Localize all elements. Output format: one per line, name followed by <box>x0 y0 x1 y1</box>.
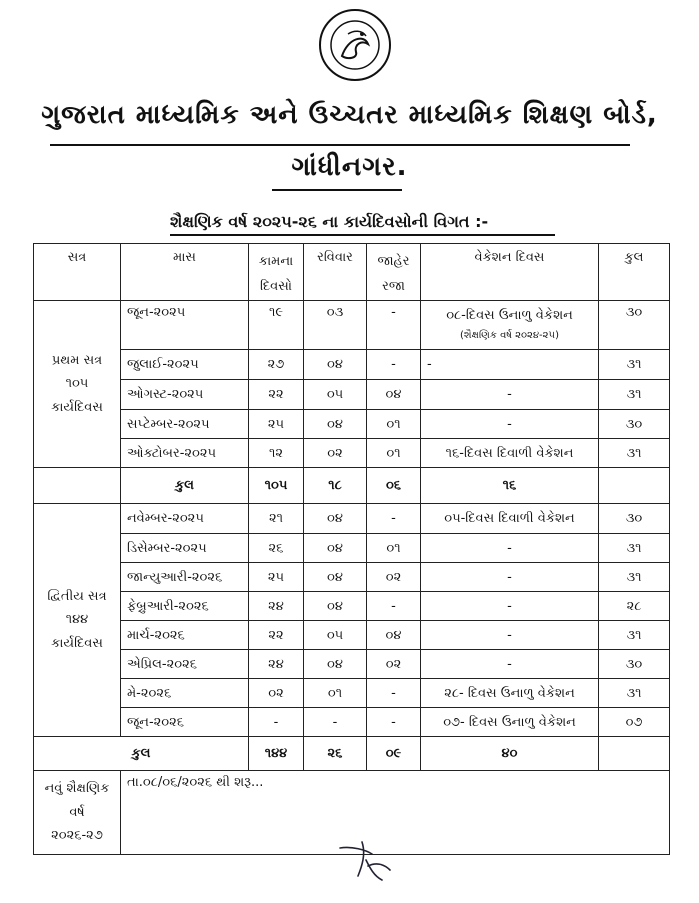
holiday-cell: - <box>366 300 421 350</box>
month-cell: મે-૨૦૨૬ <box>120 678 249 708</box>
term1-total-empty <box>33 467 121 504</box>
grand-total-working: ૧૪૪ <box>248 736 304 771</box>
holiday-cell: - <box>366 707 421 737</box>
sunday-cell: ૦૫ <box>303 620 367 650</box>
vacation-cell: ૦૫-દિવસ દિવાળી વેકેશન <box>420 503 599 534</box>
term1-days: ૧૦૫ <box>65 376 89 392</box>
vacation-cell: ૨૮- દિવસ ઉનાળુ વેકેશન <box>420 678 599 708</box>
sunday-cell: ૦૫ <box>303 379 367 410</box>
vacation-cell: - <box>420 409 599 439</box>
caption-underline <box>170 234 555 236</box>
month-cell: એપ્રિલ-૨૦૨૬ <box>120 649 249 679</box>
term2-days: ૧૪૪ <box>65 612 89 628</box>
total-cell: ૩૧ <box>598 379 670 410</box>
total-cell: ૩૧ <box>598 349 670 380</box>
working-days-cell: - <box>248 707 304 737</box>
sunday-cell: ૦૩ <box>303 300 367 350</box>
working-days-cell: ૨૨ <box>248 379 304 410</box>
term1-label <box>33 300 121 468</box>
total-cell: ૩૧ <box>598 678 670 708</box>
working-days-cell: ૧૨ <box>248 438 304 468</box>
sunday-cell: ૦૪ <box>303 562 367 592</box>
sunday-cell: ૦૪ <box>303 409 367 439</box>
header-holiday-line1: જાહેર <box>377 254 410 269</box>
next-year-start-text: તા.૦૮/૦૬/૨૦૨૬ થી શરૂ... <box>120 770 670 855</box>
holiday-cell: - <box>366 591 421 621</box>
total-cell: ૩૧ <box>598 533 670 563</box>
month-cell: સપ્ટેમ્બર-૨૦૨૫ <box>120 409 249 439</box>
signature <box>332 836 402 886</box>
month-cell: નવેમ્બર-૨૦૨૫ <box>120 503 249 534</box>
term1-total-sunday: ૧૮ <box>303 467 367 504</box>
vacation-cell <box>420 300 599 350</box>
title-underline <box>50 144 630 146</box>
header-working-days <box>248 243 304 301</box>
vacation-cell: ૧૬-દિવસ દિવાળી વેકેશન <box>420 438 599 468</box>
next-year-label-line1: નવું શૈક્ષણિક <box>44 781 110 797</box>
grand-total-holiday: ૦૯ <box>366 736 421 771</box>
vacation-cell: - <box>420 591 599 621</box>
working-days-cell: ૨૪ <box>248 649 304 679</box>
header-working-days-line1: કામના <box>258 254 294 269</box>
vacation-cell: - <box>420 649 599 679</box>
page-title-line1: ગુજરાત માધ્યમિક અને ઉચ્ચતર માધ્યમિક શિક્ષણ બોર્ડ, <box>41 100 658 130</box>
total-cell: ૩૦ <box>598 409 670 439</box>
month-cell: માર્ચ-૨૦૨૬ <box>120 620 249 650</box>
header-sunday: રવિવાર <box>303 243 367 301</box>
total-cell: ૩૦ <box>598 503 670 534</box>
working-days-cell: ૨૫ <box>248 409 304 439</box>
holiday-cell: ૦૨ <box>366 562 421 592</box>
holiday-cell: - <box>366 503 421 534</box>
working-days-cell: ૨૪ <box>248 591 304 621</box>
month-cell: જુલાઈ-૨૦૨૫ <box>120 349 249 380</box>
holiday-cell: ૦૧ <box>366 438 421 468</box>
sunday-cell: ૦૪ <box>303 649 367 679</box>
vacation-text: ૦૮-દિવસ ઉનાળુ વેકેશન <box>446 308 573 323</box>
term1-name: પ્રથમ સત્ર <box>51 352 103 368</box>
holiday-cell: - <box>366 349 421 380</box>
sunday-cell: ૦૨ <box>303 438 367 468</box>
working-days-cell: ૦૨ <box>248 678 304 708</box>
working-days-cell: ૨૬ <box>248 533 304 563</box>
header-working-days-line2: દિવસો <box>259 278 293 294</box>
next-year-label-line3: ૨૦૨૬-૨૭ <box>51 828 103 844</box>
total-cell: ૩૧ <box>598 620 670 650</box>
page-title-line2: ગાંધીનગર. <box>291 152 408 182</box>
holiday-cell: ૦૧ <box>366 533 421 563</box>
grand-total-vacation: ૪૦ <box>420 736 599 771</box>
term2-label <box>33 503 121 737</box>
month-cell: જાન્યુઆરી-૨૦૨૬ <box>120 562 249 592</box>
term1-days-label: કાર્યદિવસ <box>51 399 103 415</box>
total-cell: ૩૧ <box>598 562 670 592</box>
vacation-cell: - <box>420 349 599 380</box>
vacation-cell: - <box>420 562 599 592</box>
sunday-cell: ૦૧ <box>303 678 367 708</box>
table-caption: શૈક્ષણિક વર્ષ ૨૦૨૫-૨૬ ના કાર્યદિવસોની વિગત :- <box>170 212 489 231</box>
vacation-cell: - <box>420 533 599 563</box>
month-cell: ફેબ્રુઆરી-૨૦૨૬ <box>120 591 249 621</box>
holiday-cell: ૦૨ <box>366 649 421 679</box>
vacation-note: (શૈક્ષણિક વર્ષ ૨૦૨૪-૨૫) <box>460 330 559 342</box>
header-total: કુલ <box>598 243 670 301</box>
term1-total-empty-total <box>598 467 670 504</box>
title-underline <box>272 189 402 191</box>
header-vacation-days: વેકેશન દિવસ <box>420 243 599 301</box>
total-cell: ૩૧ <box>598 438 670 468</box>
term1-total-label: કુલ <box>120 467 249 504</box>
working-days-cell: ૨૨ <box>248 620 304 650</box>
sunday-cell: ૦૪ <box>303 591 367 621</box>
holiday-cell: ૦૪ <box>366 620 421 650</box>
working-days-cell: ૧૯ <box>248 300 304 350</box>
total-cell: ૩૦ <box>598 300 670 350</box>
header-public-holiday <box>366 243 421 301</box>
month-cell: ઓગસ્ટ-૨૦૨૫ <box>120 379 249 410</box>
working-days-table <box>33 243 670 855</box>
working-days-cell: ૨૧ <box>248 503 304 534</box>
board-seal-logo <box>318 8 392 82</box>
holiday-cell: ૦૪ <box>366 379 421 410</box>
term1-total-holiday: ૦૬ <box>366 467 421 504</box>
total-cell: ૩૦ <box>598 649 670 679</box>
term1-total-working: ૧૦૫ <box>248 467 304 504</box>
holiday-cell: ૦૧ <box>366 409 421 439</box>
grand-total-label: કુલ <box>33 736 249 771</box>
vacation-cell: ૦૭- દિવસ ઉનાળુ વેકેશન <box>420 707 599 737</box>
working-days-cell: ૨૫ <box>248 562 304 592</box>
header-holiday-line2: રજા <box>382 278 405 294</box>
sunday-cell: ૦૪ <box>303 349 367 380</box>
holiday-cell: - <box>366 678 421 708</box>
month-cell: ડિસેમ્બર-૨૦૨૫ <box>120 533 249 563</box>
header-term: સત્ર <box>33 243 121 301</box>
next-year-label-line2: વર્ષ <box>69 804 85 820</box>
sunday-cell: ૦૪ <box>303 533 367 563</box>
total-cell: ૨૮ <box>598 591 670 621</box>
total-cell: ૦૭ <box>598 707 670 737</box>
month-cell: ઓક્ટોબર-૨૦૨૫ <box>120 438 249 468</box>
header-month: માસ <box>120 243 249 301</box>
vacation-cell: - <box>420 379 599 410</box>
month-cell: જૂન-૨૦૨૫ <box>120 300 249 350</box>
grand-total-sunday: ૨૬ <box>303 736 367 771</box>
sunday-cell: ૦૪ <box>303 503 367 534</box>
next-year-label <box>33 770 121 855</box>
term1-total-vacation: ૧૬ <box>420 467 599 504</box>
vacation-cell: - <box>420 620 599 650</box>
working-days-cell: ૨૭ <box>248 349 304 380</box>
month-cell: જૂન-૨૦૨૬ <box>120 707 249 737</box>
sunday-cell: - <box>303 707 367 737</box>
grand-total-empty <box>598 736 670 771</box>
term2-days-label: કાર્યદિવસ <box>51 635 103 651</box>
term2-name: દ્વિતીય સત્ર <box>47 588 107 604</box>
